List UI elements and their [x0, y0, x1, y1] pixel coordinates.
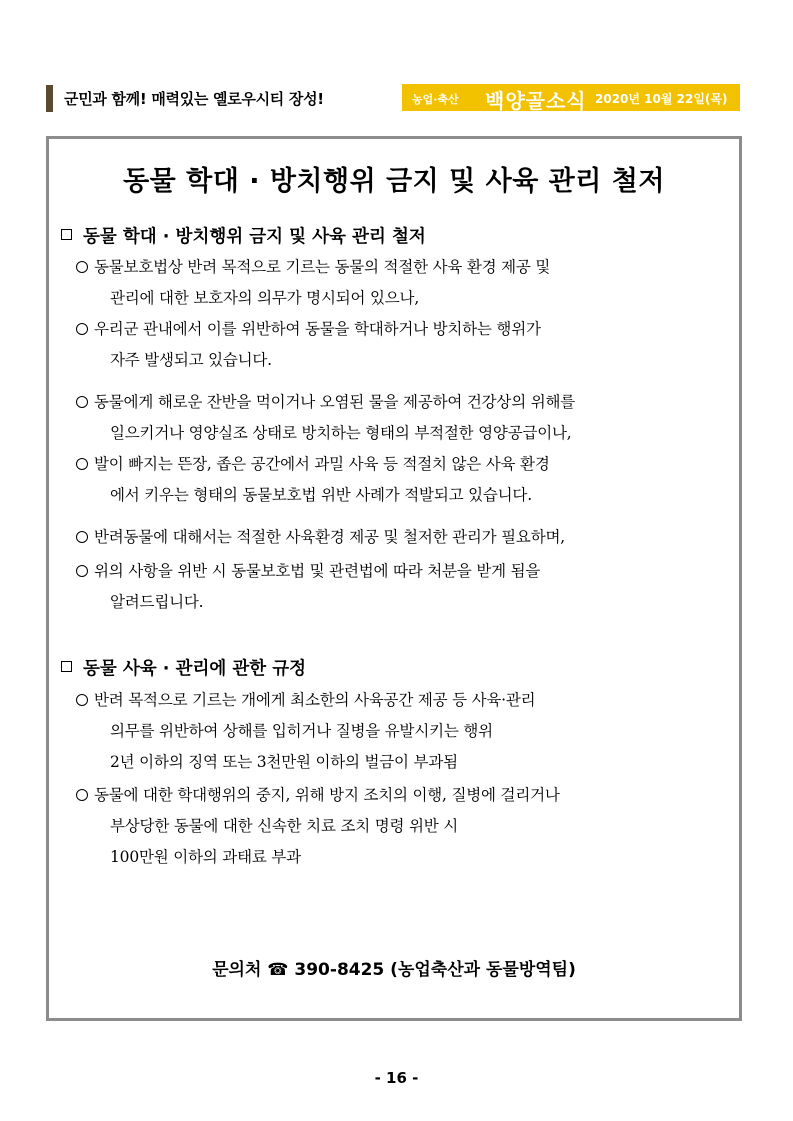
bullet-item: 우리군 관내에서 이를 위반하여 동물을 학대하거나 방치하는 행위가 자주 발생되고 있습니다.	[76, 314, 741, 376]
checkbox-square-icon	[61, 229, 72, 240]
header-accent-bar	[46, 85, 53, 112]
circle-bullet-icon	[76, 565, 88, 577]
header-section-label: 농업·축산	[412, 93, 459, 106]
circle-bullet-icon	[76, 261, 88, 273]
bullet-item: 발이 빠지는 뜬장, 좁은 공간에서 과밀 사육 등 적절치 않은 사육 환경 에서 키우는 형태의 동물보호법 위반 사례가 적발되고 있습니다.	[76, 449, 741, 511]
section-heading-2: 동물 사육 · 관리에 관한 규정	[61, 655, 306, 680]
publication-title: 백양골소식	[485, 89, 587, 113]
bullet-item: 동물보호법상 반려 목적으로 기르는 동물의 적절한 사육 환경 제공 및 관리에 대한 보호자의 의무가 명시되어 있으나,	[76, 252, 741, 314]
circle-bullet-icon	[76, 396, 88, 408]
publication-date: 2020년 10월 22일(목)	[595, 92, 728, 106]
circle-bullet-icon	[76, 531, 88, 543]
bullet-item: 반려 목적으로 기르는 개에게 최소한의 사육공간 제공 등 사육·관리 의무를 위반하여 상해를 입히거나 질병을 유발시키는 행위 2년 이하의 징역 또는 3천만원 이하의 벌금이 부과됨	[76, 685, 741, 778]
contact-info: 문의처 ☎ 390-8425 (농업축산과 동물방역팀)	[212, 960, 576, 980]
checkbox-square-icon	[61, 661, 72, 672]
bullet-item: 동물에 대한 학대행위의 중지, 위해 방지 조치의 이행, 질병에 걸리거나 부상당한 동물에 대한 신속한 치료 조치 명령 위반 시 100만원 이하의 과태료 부과	[76, 780, 741, 873]
circle-bullet-icon	[76, 694, 88, 706]
page-number: - 16 -	[374, 1069, 419, 1087]
article-title: 동물 학대 · 방치행위 금지 및 사육 관리 철저	[123, 166, 665, 197]
circle-bullet-icon	[76, 323, 88, 335]
bullet-item: 위의 사항을 위반 시 동물보호법 및 관련법에 따라 처분을 받게 됨을 알려드립니다.	[76, 556, 741, 618]
bullet-item: 반려동물에 대해서는 적절한 사육환경 제공 및 철저한 관리가 필요하며,	[76, 522, 741, 553]
circle-bullet-icon	[76, 458, 88, 470]
section-heading-1: 동물 학대 · 방치행위 금지 및 사육 관리 철저	[61, 223, 426, 248]
header-slogan: 군민과 함께! 매력있는 옐로우시티 장성!	[64, 90, 324, 108]
article-box	[46, 136, 742, 1021]
bullet-item: 동물에게 해로운 잔반을 먹이거나 오염된 물을 제공하여 건강상의 위해를 일으키거나 영양실조 상태로 방치하는 형태의 부적절한 영양공급이나,	[76, 387, 741, 449]
header-band	[402, 84, 740, 111]
circle-bullet-icon	[76, 789, 88, 801]
